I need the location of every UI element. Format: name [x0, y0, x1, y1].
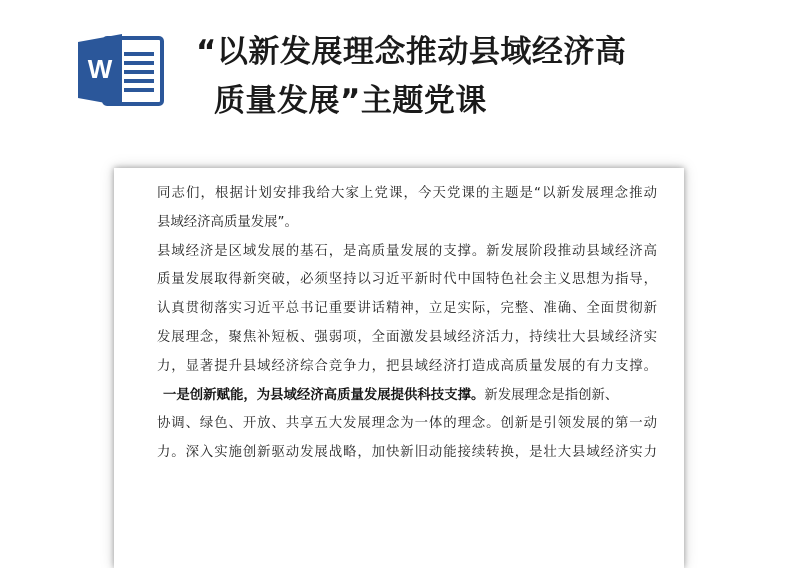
body-line-bold-lead — [157, 382, 657, 411]
bold-line-tail: 新发展理念是指创新、 — [484, 387, 619, 403]
body-line: 协调、绿色、开放、共享五大发展理念为一体的理念。创新是引领发展的第一动 — [157, 416, 657, 432]
document-page — [114, 168, 684, 568]
document-header — [0, 0, 800, 160]
body-line: 同志们，根据计划安排我给大家上党课，今天党课的主题是“以新发展理念推动 — [157, 186, 657, 201]
word-icon — [74, 30, 166, 110]
document-body — [157, 180, 657, 468]
body-line: 质量发展取得新突破，必须坚持以习近平新时代中国特色社会主义思想为指导， — [157, 272, 657, 288]
title-line-1: “以新发展理念推动县域经济高 — [196, 34, 627, 70]
bold-heading: 一是创新赋能，为县域经济高质量发展提供科技支撑。 — [163, 387, 485, 403]
body-line: 力，显著提升县域经济综合竞争力，把县域经济打造成高质量发展的有力支撑。 — [157, 358, 657, 374]
page-title — [196, 28, 756, 126]
word-logo-letter: W — [87, 54, 113, 84]
body-line: 县域经济高质量发展”。 — [157, 214, 298, 230]
title-line-2: 质量发展”主题党课 — [214, 83, 487, 119]
body-line: 力。深入实施创新驱动发展战略，加快新旧动能接续转换，是壮大县域经济实力 — [157, 445, 657, 461]
body-line: 县域经济是区域发展的基石，是高质量发展的支撑。新发展阶段推动县域经济高 — [157, 243, 657, 259]
body-line: 发展理念，聚焦补短板、强弱项，全面激发县域经济活力，持续壮大县域经济实 — [157, 329, 657, 345]
body-line: 认真贯彻落实习近平总书记重要讲话精神，立足实际，完整、准确、全面贯彻新 — [157, 301, 657, 317]
